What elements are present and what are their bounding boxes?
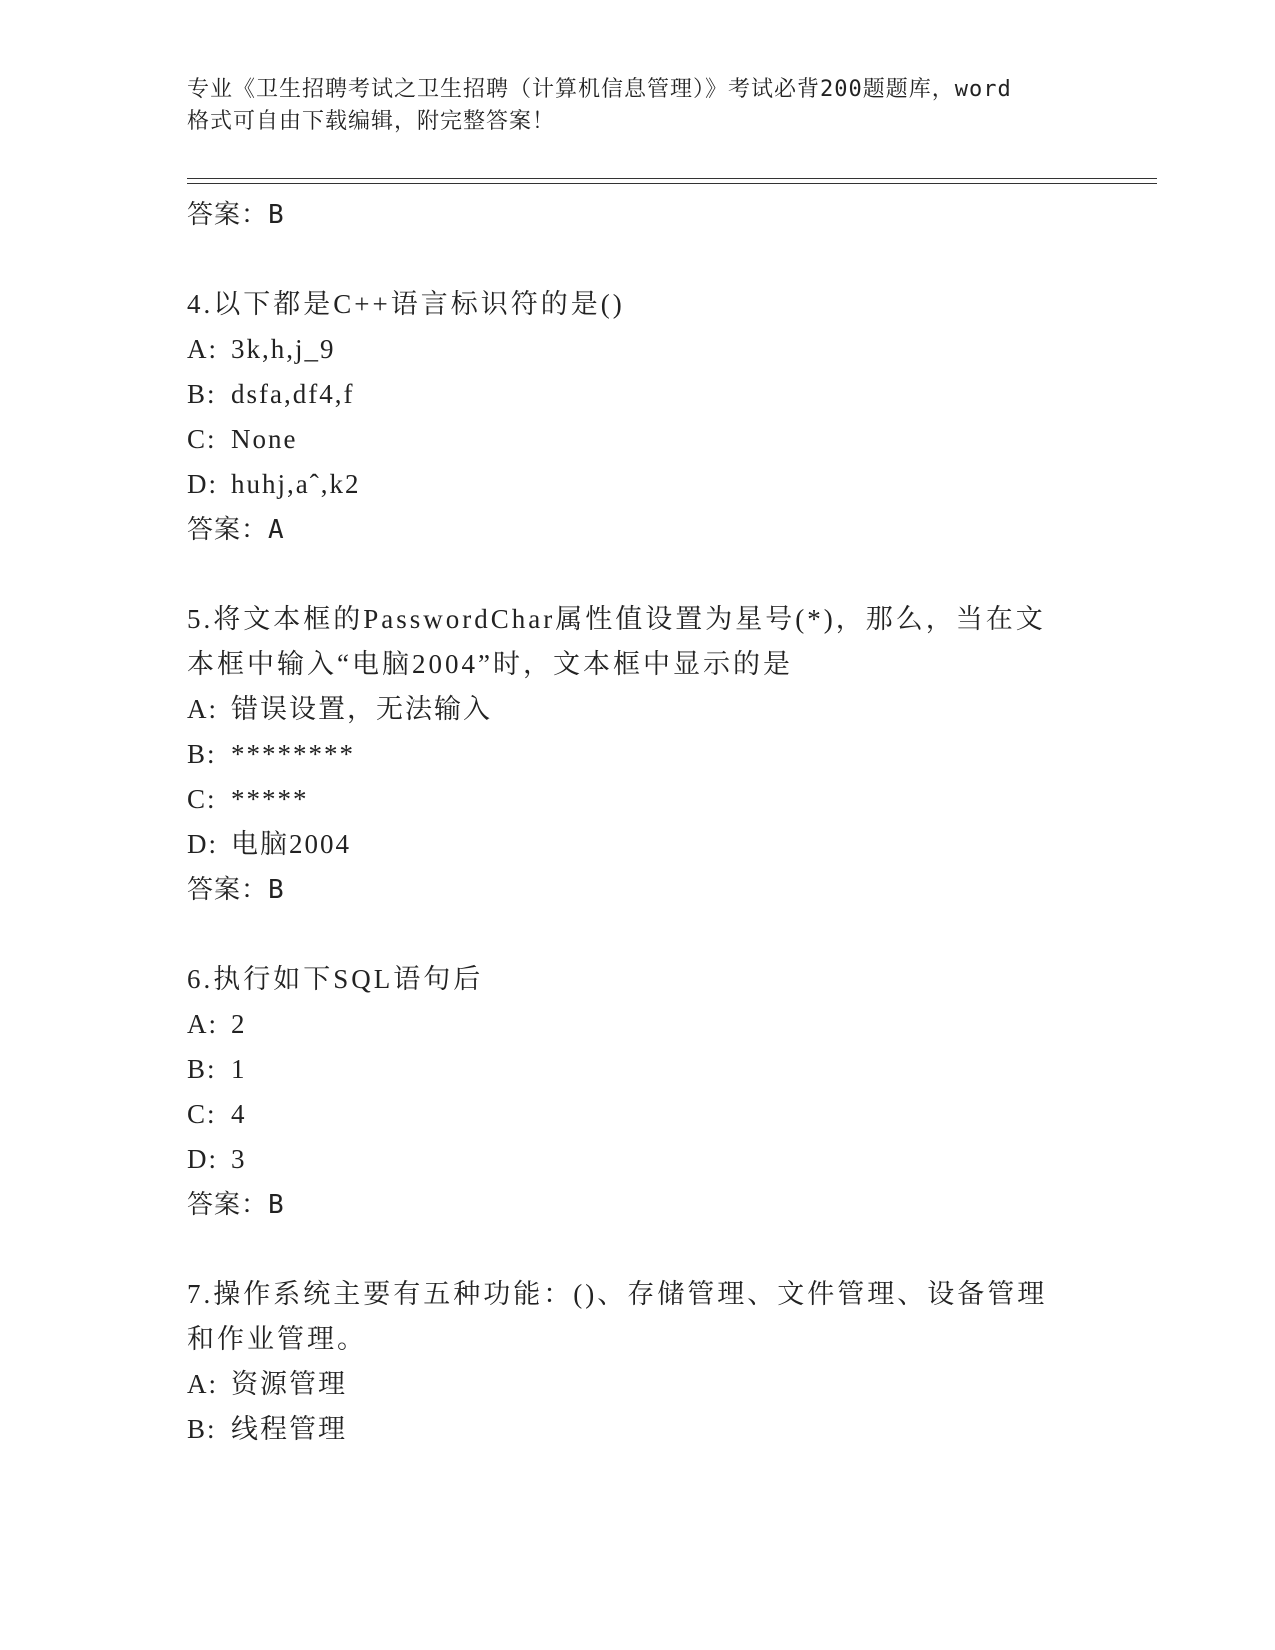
option-key: D: — [187, 469, 218, 499]
option-text: ***** — [231, 784, 309, 814]
header-line-1: 专业《卫生招聘考试之卫生招聘（计算机信息管理）》考试必背200题题库，word — [187, 77, 1012, 102]
option-row — [187, 1362, 1157, 1407]
option-text: 资源管理 — [231, 1369, 347, 1399]
question-text: 6.执行如下SQL语句后 — [187, 964, 484, 994]
question-list — [187, 192, 1157, 1452]
header-line-2: 格式可自由下载编辑，附完整答案！ — [187, 109, 556, 134]
option-row — [187, 777, 1157, 822]
option-text: 2 — [231, 1009, 247, 1039]
option-row — [187, 417, 1157, 462]
option-key: B: — [187, 379, 217, 409]
answer-line: 答案：B — [187, 1190, 285, 1220]
option-text: 1 — [231, 1054, 247, 1084]
option-text: 错误设置，无法输入 — [231, 694, 492, 724]
option-row — [187, 1047, 1157, 1092]
option-row — [187, 732, 1157, 777]
option-key: B: — [187, 739, 217, 769]
option-text: ******** — [231, 739, 355, 769]
option-row — [187, 1002, 1157, 1047]
document-header — [187, 74, 1087, 138]
option-key: C: — [187, 784, 217, 814]
option-text: 线程管理 — [231, 1414, 347, 1444]
option-row — [187, 327, 1157, 372]
question-block — [187, 957, 1157, 1228]
option-row — [187, 687, 1157, 732]
option-text: 电脑2004 — [231, 829, 351, 859]
option-key: C: — [187, 1099, 217, 1129]
document-page — [187, 0, 1157, 1650]
option-text: 3 — [231, 1144, 247, 1174]
option-key: A: — [187, 1369, 218, 1399]
option-key: A: — [187, 1009, 218, 1039]
option-key: B: — [187, 1054, 217, 1084]
option-text: 4 — [231, 1099, 247, 1129]
option-key: A: — [187, 334, 218, 364]
answer-line: 答案：B — [187, 875, 285, 905]
option-key: A: — [187, 694, 218, 724]
header-divider-top — [187, 178, 1157, 179]
option-row — [187, 1092, 1157, 1137]
question-text: 5.将文本框的PasswordChar属性值设置为星号(*)，那么，当在文本框中输入“电脑2004”时，文本框中显示的是 — [187, 604, 1046, 679]
question-block — [187, 282, 1157, 553]
option-text: huhj,aˆ,k2 — [231, 469, 361, 499]
option-text: dsfa,df4,f — [231, 379, 355, 409]
answer-line: 答案：B — [187, 200, 285, 230]
option-key: D: — [187, 829, 218, 859]
option-row — [187, 372, 1157, 417]
question-block — [187, 1272, 1157, 1452]
option-text: None — [231, 424, 298, 454]
option-row — [187, 462, 1157, 507]
answer-line: 答案：A — [187, 515, 285, 545]
option-row — [187, 1137, 1157, 1182]
option-row — [187, 822, 1157, 867]
option-row — [187, 1407, 1157, 1452]
option-key: D: — [187, 1144, 218, 1174]
option-key: C: — [187, 424, 217, 454]
question-text: 4.以下都是C++语言标识符的是() — [187, 289, 625, 319]
header-divider-bottom — [187, 183, 1157, 184]
question-block — [187, 597, 1157, 913]
option-text: 3k,h,j_9 — [231, 334, 336, 364]
question-text: 7.操作系统主要有五种功能：()、存储管理、文件管理、设备管理和作业管理。 — [187, 1279, 1048, 1354]
option-key: B: — [187, 1414, 217, 1444]
